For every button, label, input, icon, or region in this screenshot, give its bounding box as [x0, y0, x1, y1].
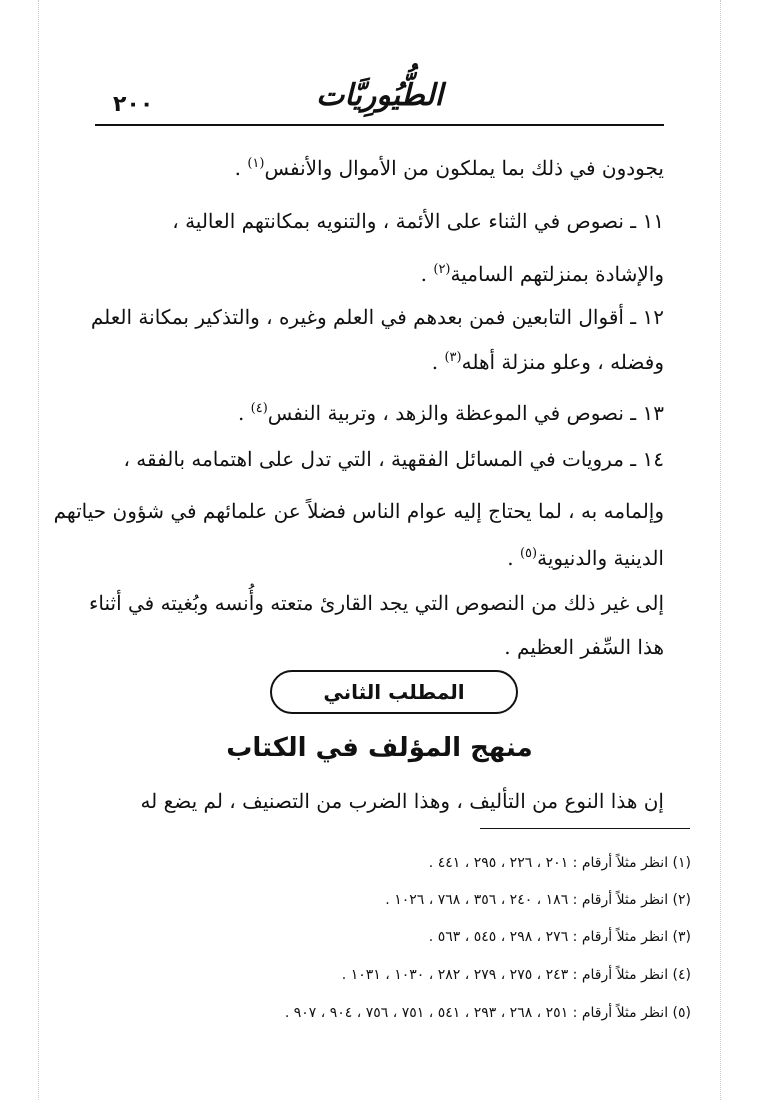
body-line-last: إن هذا النوع من التأليف ، وهذا الضرب من التصنيف ، لم يضع له — [140, 789, 664, 813]
footnote-4: (٤) انظر مثلاً أرقام : ٢٤٣ ، ٢٧٥ ، ٢٧٩ ، ٢٨٢ ، ١٠٣٠ ، ١٠٣١ . — [341, 967, 691, 983]
body-line-8: وإلمامه به ، لما يحتاج إليه عوام الناس فضلاً عن علمائهم في شؤون حياتهم — [53, 499, 664, 523]
body-line-11: هذا السِّفر العظيم . — [504, 635, 664, 659]
body-line-2: ١١ ـ نصوص في الثناء على الأئمة ، والتنويه بمكانتهم العالية ، — [172, 209, 664, 233]
footnote-3: (٣) انظر مثلاً أرقام : ٢٧٦ ، ٢٩٨ ، ٥٤٥ ، ٥٦٣ . — [428, 929, 691, 945]
body-line-3: والإشادة بمنزلتهم السامية$^{(٢)}$ . — [420, 262, 664, 286]
footnote-1: (١) انظر مثلاً أرقام : ٢٠١ ، ٢٢٦ ، ٢٩٥ ، ٤٤١ . — [428, 855, 691, 871]
body-line-4: ١٢ ـ أقوال التابعين فمن بعدهم في العلم وغيره ، والتذكير بمكانة العلم — [90, 305, 664, 329]
section-label-box: المطلب الثاني — [270, 670, 518, 714]
page-number: ٢٠٠ — [113, 92, 154, 117]
section-title: منهج المؤلف في الكتاب — [226, 733, 533, 763]
body-line-10: إلى غير ذلك من النصوص التي يجد القارئ متعته وأُنسه وبُغيته في أثناء — [88, 591, 664, 615]
footnote-2: (٢) انظر مثلاً أرقام : ١٨٦ ، ٢٤٠ ، ٣٥٦ ، ٧٦٨ ، ١٠٢٦ . — [385, 892, 691, 908]
footnote-ref-2: (٢) — [433, 262, 451, 277]
body-line-9: الدينية والدنيوية$^{(٥)}$ . — [507, 546, 664, 570]
footnote-ref-5: (٥) — [519, 546, 538, 561]
footnote-separator — [480, 828, 690, 829]
page-header — [95, 78, 664, 122]
footnote-ref-3: (٣) — [444, 350, 462, 365]
body-line-6: ١٣ ـ نصوص في الموعظة والزهد ، وتربية النفس$^{(٤)}$ . — [237, 401, 664, 425]
footnote-ref-1: (١) — [247, 156, 265, 171]
header-rule — [95, 124, 664, 126]
body-line-7: ١٤ ـ مرويات في المسائل الفقهية ، التي تدل على اهتمامه بالفقه ، — [123, 447, 664, 471]
body-line-1: يجودون في ذلك بما يملكون من الأموال والأنفس$^{(١)}$ . — [234, 156, 664, 180]
scan-guide-left — [38, 0, 39, 1100]
running-title: الطُّيُورِيَّات — [316, 78, 443, 113]
footnote-5: (٥) انظر مثلاً أرقام : ٢٥١ ، ٢٦٨ ، ٢٩٣ ، ٥٤١ ، ٧٥١ ، ٧٥٦ ، ٩٠٤ ، ٩٠٧ . — [284, 1005, 691, 1021]
body-line-5: وفضله ، وعلو منزلة أهله$^{(٣)}$ . — [431, 350, 664, 374]
scan-guide-right — [720, 0, 721, 1100]
footnote-ref-4: (٤) — [250, 401, 268, 416]
